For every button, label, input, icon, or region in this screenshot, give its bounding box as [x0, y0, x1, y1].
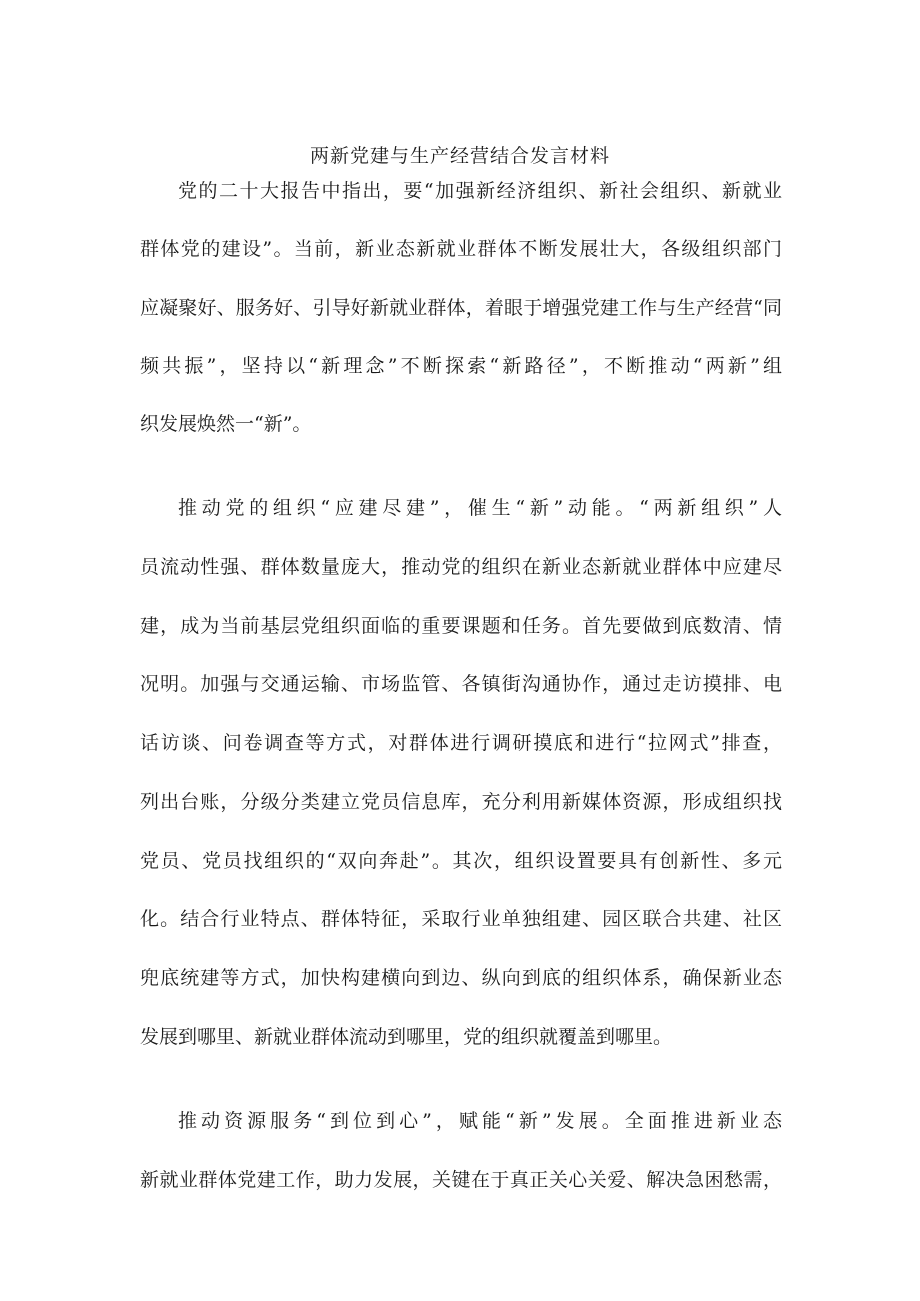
- paragraph-line: 员流动性强、群体数量庞大，推动党的组织在新业态新就业群体中应建尽: [140, 556, 782, 578]
- paragraph-line: 新就业群体党建工作，助力发展，关键在于真正关心关爱、解决急困愁需，: [140, 1169, 782, 1191]
- paragraph-line: 应凝聚好、服务好、引导好新就业群体，着眼于增强党建工作与生产经营“同: [140, 297, 782, 319]
- paragraph-line: 群体党的建设”。当前，新业态新就业群体不断发展壮大，各级组织部门: [140, 238, 782, 260]
- paragraph-line: 话访谈、问卷调查等方式，对群体进行调研摸底和进行“拉网式”排查，: [140, 732, 782, 754]
- paragraph-line: 况明。加强与交通运输、市场监管、各镇街沟通协作，通过走访摸排、电: [140, 673, 782, 695]
- document-title: 两新党建与生产经营结合发言材料: [309, 145, 610, 167]
- paragraph-line: 建，成为当前基层党组织面临的重要课题和任务。首先要做到底数清、情: [140, 615, 782, 637]
- paragraph-line: 化。结合行业特点、群体特征，采取行业单独组建、园区联合共建、社区: [140, 908, 782, 930]
- paragraph-line: 频共振”，坚持以“新理念”不断探索“新路径”，不断推动“两新”组: [140, 355, 782, 377]
- paragraph-line: 推动党的组织“应建尽建”，催生“新”动能。“两新组织”人: [178, 497, 782, 519]
- paragraph-line: 党员、党员找组织的“双向奔赴”。其次，组织设置要具有创新性、多元: [140, 850, 782, 872]
- paragraph-line: 党的二十大报告中指出，要“加强新经济组织、新社会组织、新就业: [178, 180, 782, 202]
- paragraph-line: 列出台账，分级分类建立党员信息库，充分利用新媒体资源，形成组织找: [140, 791, 782, 813]
- paragraph-line: 织发展焕然一“新”。: [140, 413, 312, 435]
- paragraph-line: 推动资源服务“到位到心”，赋能“新”发展。全面推进新业态: [178, 1110, 782, 1132]
- paragraph-line: 兜底统建等方式，加快构建横向到边、纵向到底的组织体系，确保新业态: [140, 967, 782, 989]
- paragraph-line: 发展到哪里、新就业群体流动到哪里，党的组织就覆盖到哪里。: [140, 1026, 673, 1048]
